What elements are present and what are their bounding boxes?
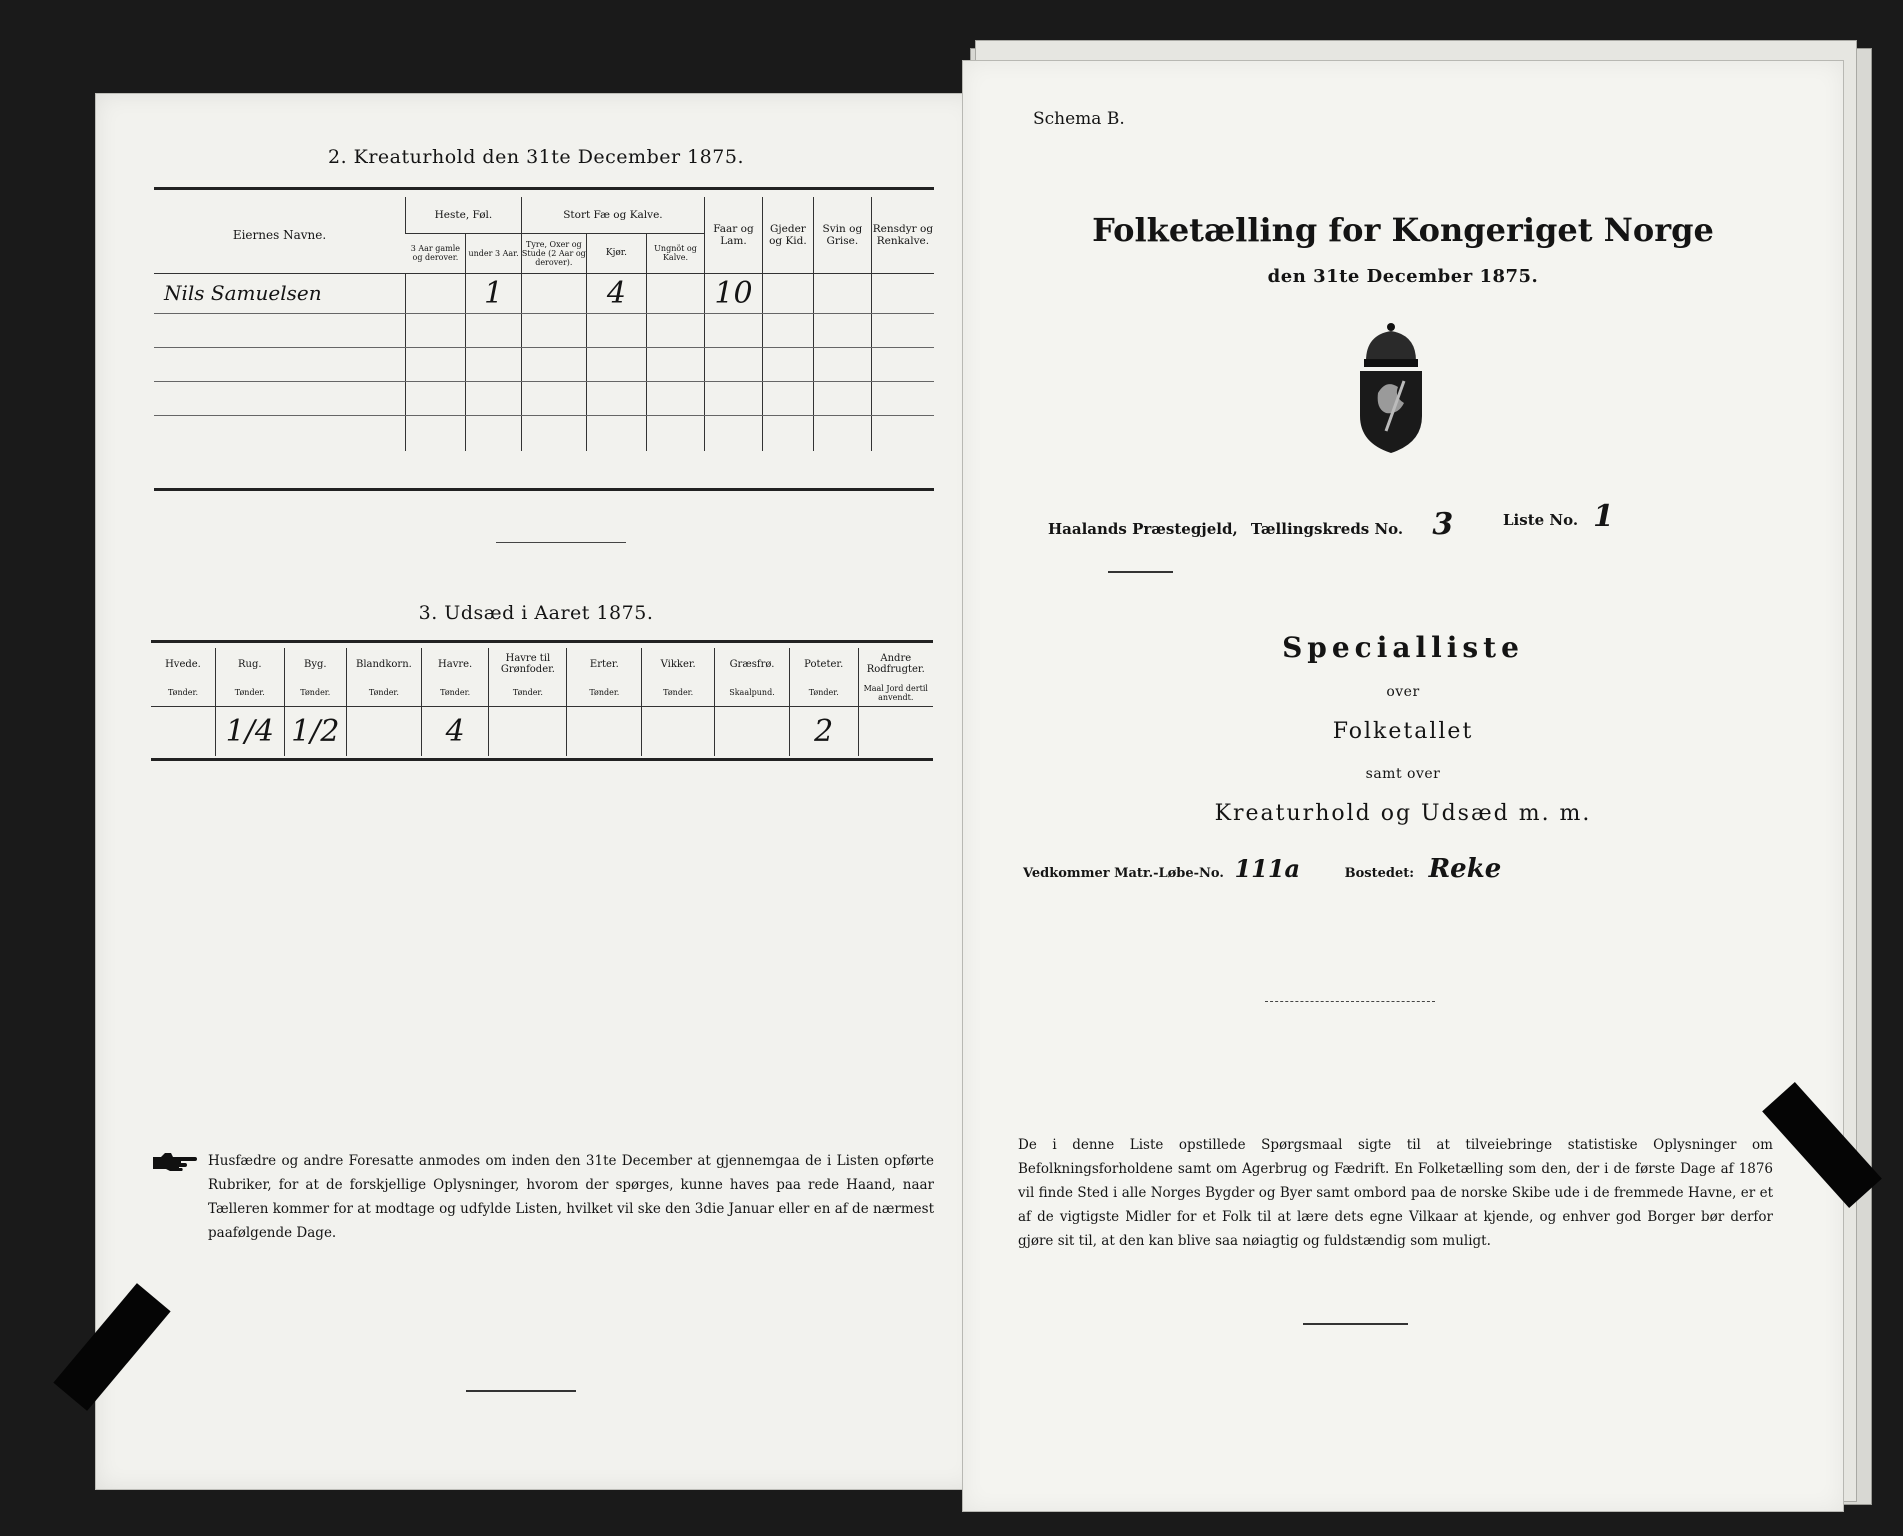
left-page: [95, 93, 977, 1490]
kreaturhold-bottom-rule: [154, 488, 934, 491]
sheep-value: 10: [704, 273, 762, 313]
liste-value: 1: [1593, 499, 1614, 534]
header-cattle: Stort Fæ og Kalve.: [521, 197, 704, 233]
udsaed-header: Havre.: [421, 648, 489, 680]
udsaed-header: Havre til Grønfoder.: [489, 648, 567, 680]
samt-over: samt over: [1365, 766, 1441, 782]
schema-label: Schema B.: [1033, 109, 1125, 129]
cows-value: 4: [586, 273, 646, 313]
udsaed-header: Andre Rodfrugter.: [858, 648, 933, 680]
norwegian-coat-of-arms-icon: [1346, 321, 1436, 456]
udsaed-header: Erter.: [567, 648, 642, 680]
specialliste-title: Specialliste: [1282, 631, 1524, 664]
kreds-label: Tællingskreds No.: [1250, 520, 1404, 538]
udsaed-value: [567, 706, 642, 756]
kreaturhold-top-rule: [154, 187, 934, 190]
header-horses-old: 3 Aar gamle og derover.: [406, 233, 466, 273]
udsaed-value: [858, 706, 933, 756]
udsaed-header: Poteter.: [789, 648, 858, 680]
udsaed-unit: Maal Jord dertil anvendt.: [858, 680, 933, 706]
liste-label: Liste No.: [1503, 511, 1579, 529]
udsaed-value: [642, 706, 715, 756]
header-pigs: Svin og Grise.: [813, 197, 871, 273]
matr-label: Vedkommer Matr.-Løbe-No.: [1023, 866, 1224, 881]
udsaed-top-rule: [151, 640, 933, 643]
separator-dotted: [1265, 1001, 1435, 1002]
location-line: [1048, 499, 1808, 542]
udsaed-bottom-rule: [151, 758, 933, 761]
census-date: den 31te December 1875.: [1267, 266, 1539, 287]
over-1: over: [1386, 684, 1420, 700]
table-row: [154, 415, 934, 451]
udsaed-unit: Tønder.: [567, 680, 642, 706]
header-owner: Eiernes Navne.: [154, 197, 406, 273]
udsaed-unit: Tønder.: [421, 680, 489, 706]
footer-dash-right: [1303, 1323, 1408, 1325]
header-horses-young: under 3 Aar.: [466, 233, 522, 273]
udsaed-value: 4: [421, 706, 489, 756]
horses-young-value: 1: [466, 273, 522, 313]
prestegjeld-label: Haalands Præstegjeld,: [1048, 520, 1238, 538]
table-row: [154, 347, 934, 381]
udsaed-unit: Tønder.: [284, 680, 346, 706]
matr-value: 111a: [1234, 854, 1301, 883]
header-cows: Kjør.: [586, 233, 646, 273]
udsaed-header: Blandkorn.: [346, 648, 421, 680]
folketallet: Folketallet: [1332, 719, 1474, 744]
census-title: Folketælling for Kongeriget Norge: [1092, 211, 1714, 249]
bosted-value: Reke: [1428, 854, 1502, 884]
intro-text: De i denne Liste opstillede Spørgsmaal sigte til at tilveiebringe statistiske Oplysninger om Befolkningsforholdene samt om Agerbrug og Fædrift. En Folketælling som den, der i de første Dage af 1876 vil finde Sted i alle Norges Bygder og Byer samt ombord paa de norske Skibe ude i de fremmede Havne, er et af de vigtigste Midler for et Folk til at lære dets egne Vilkaar at kjende, og enhver god Borger bør derfor gjøre sit til, at den kan blive saa nøiagtig og fuldstændig som muligt.: [1018, 1137, 1773, 1249]
kreaturhold-title: 2. Kreaturhold den 31te December 1875.: [327, 146, 744, 168]
owner-name: Nils Samuelsen: [154, 273, 406, 313]
udsaed-unit: Tønder.: [215, 680, 284, 706]
udsaed-unit: Tønder.: [642, 680, 715, 706]
kreaturhold-table: [154, 197, 934, 451]
footer-dash: [466, 1390, 576, 1392]
udsaed-unit: Tønder.: [151, 680, 215, 706]
pointing-hand-icon: [151, 1151, 199, 1171]
notice-text: Husfædre og andre Foresatte anmodes om inden den 31te December at gjennemgaa de i Listen opførte Rubriker, for at de forskjellige Oplysninger, hvorom der spørges, kunne haves paa rede Haand, naar Tælleren kommer for at modtage og udfylde Listen, hvilket vil ske den 3die Januar eller en af de nærmest paafølgende Dage.: [208, 1153, 934, 1241]
udsaed-unit: Tønder.: [346, 680, 421, 706]
separator-dash: [496, 542, 626, 543]
udsaed-value: [715, 706, 790, 756]
header-goats: Gjeder og Kid.: [762, 197, 813, 273]
udsaed-unit: Tønder.: [489, 680, 567, 706]
kreaturhold-udsaed-line: Kreaturhold og Udsæd m. m.: [1214, 801, 1592, 826]
bosted-label: Bostedet:: [1344, 866, 1415, 881]
udsaed-value: [151, 706, 215, 756]
udsaed-title: 3. Udsæd i Aaret 1875.: [418, 602, 654, 624]
udsaed-value: 1/2: [284, 706, 346, 756]
separator-dash-right: [1108, 571, 1173, 573]
udsaed-unit: Tønder.: [789, 680, 858, 706]
header-horses: Heste, Føl.: [406, 197, 522, 233]
udsaed-value: 1/4: [215, 706, 284, 756]
header-sheep: Faar og Lam.: [704, 197, 762, 273]
table-row: [154, 381, 934, 415]
kreds-value: 3: [1432, 507, 1454, 542]
header-reindeer: Rensdyr og Renkalve.: [871, 197, 934, 273]
udsaed-header: Vikker.: [642, 648, 715, 680]
udsaed-header: Hvede.: [165, 658, 201, 670]
udsaed-value: 2: [789, 706, 858, 756]
udsaed-header: Rug.: [215, 648, 284, 680]
udsaed-table: [151, 648, 933, 756]
udsaed-header: Byg.: [284, 648, 346, 680]
matr-line: [1023, 854, 1803, 884]
udsaed-header: Græsfrø.: [715, 648, 790, 680]
header-young-cattle: Ungnöt og Kalve.: [647, 233, 705, 273]
udsaed-value: [489, 706, 567, 756]
table-row: [154, 273, 934, 313]
header-bulls: Tyre, Oxer og Stude (2 Aar og derover).: [521, 233, 586, 273]
right-page: [962, 60, 1844, 1512]
udsaed-value: [346, 706, 421, 756]
table-row: [154, 313, 934, 347]
udsaed-unit: Skaalpund.: [715, 680, 790, 706]
